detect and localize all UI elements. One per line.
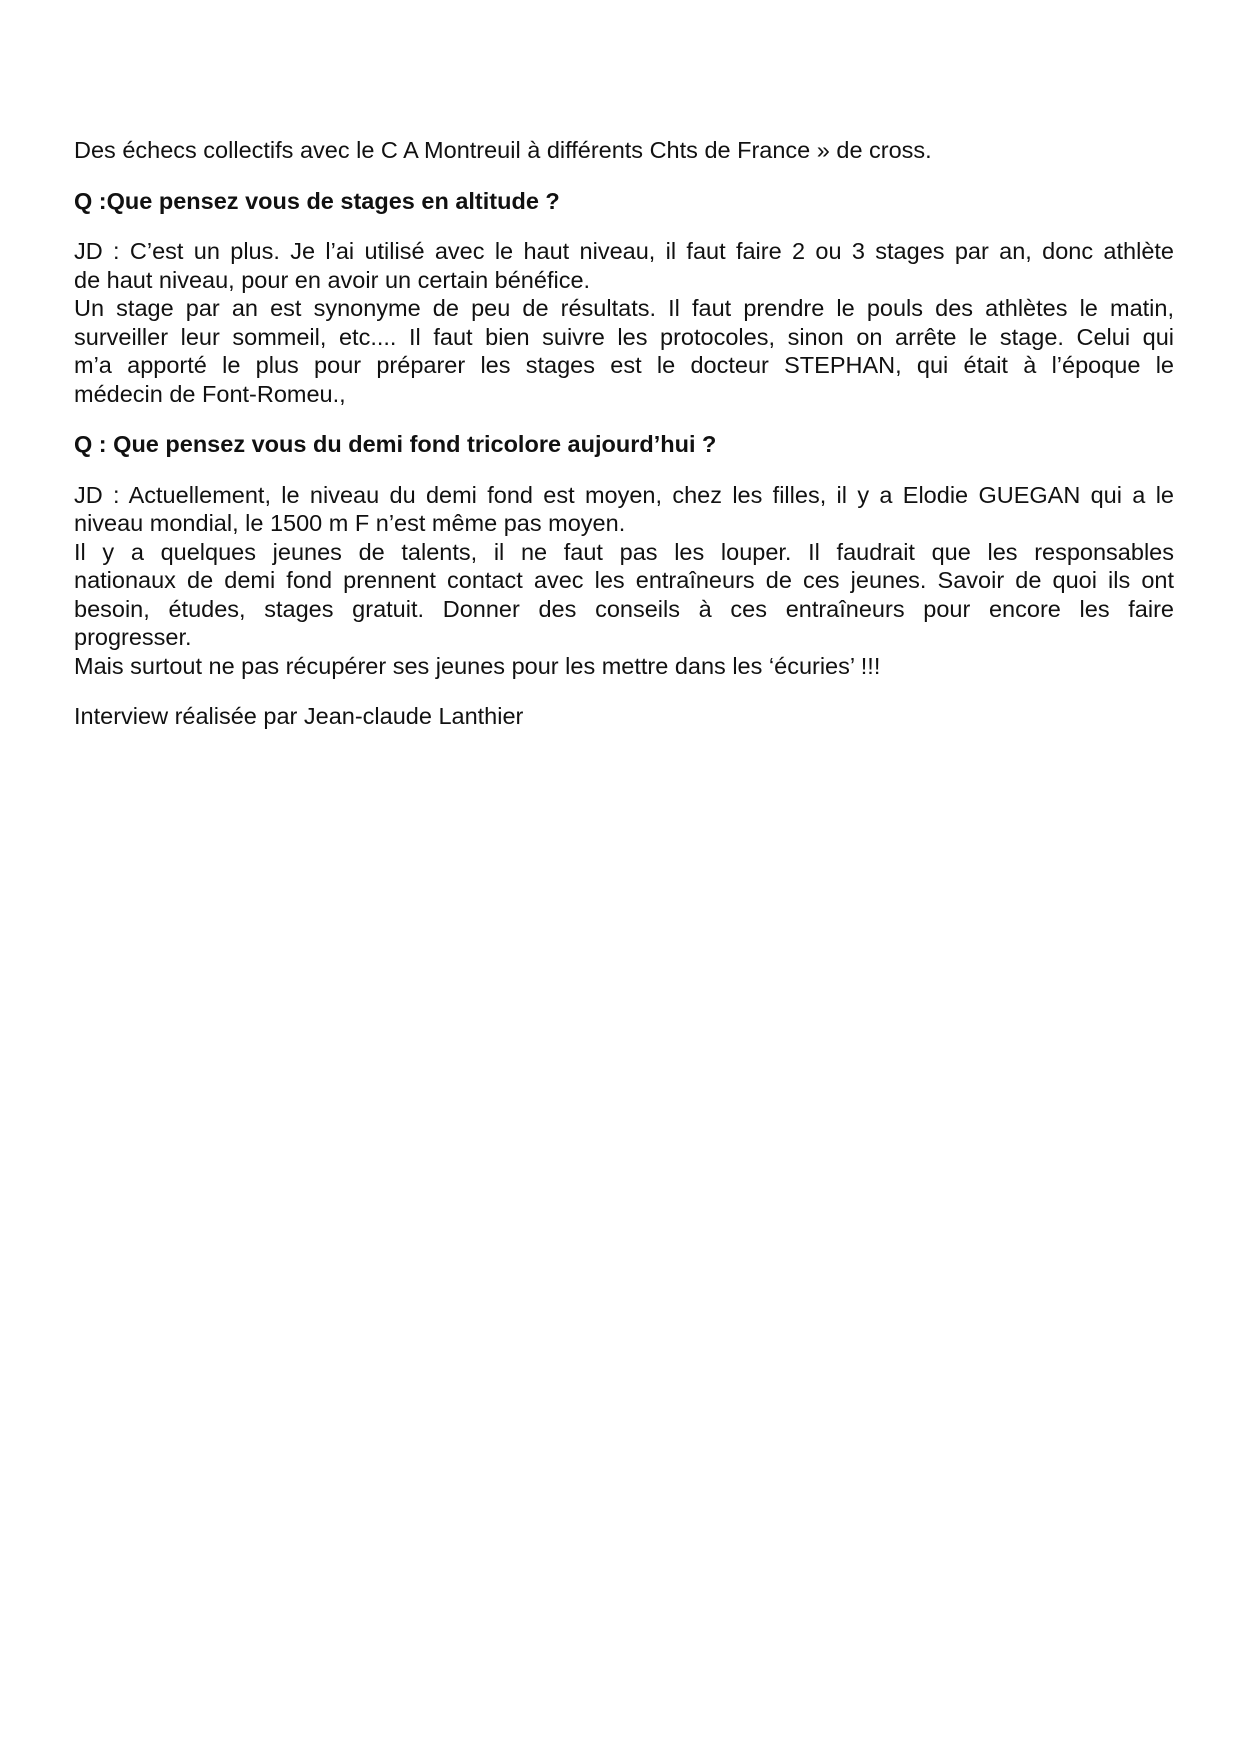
intro-text: Des échecs collectifs avec le C A Montreuil à différents Chts de France » de cross. — [74, 137, 932, 163]
answer-line: m’a apporté le plus pour préparer les stages est le docteur STEPHAN, qui était à l’époque le — [74, 352, 1174, 378]
answer-line: surveiller leur sommeil, etc.... Il faut bien suivre les protocoles, sinon on arrête le stage. Celui qui — [74, 323, 1174, 350]
answer-line: de haut niveau, pour en avoir un certain bénéfice. — [74, 266, 591, 293]
answer-line: Il y a quelques jeunes de talents, il ne faut pas les louper. Il faudrait que les responsables — [74, 538, 1174, 565]
answer-line: Mais surtout ne pas récupérer ses jeunes pour les mettre dans les ‘écuries’ !!! — [74, 652, 881, 679]
answer-line: médecin de Font-Romeu., — [74, 380, 346, 407]
document-page — [74, 136, 1174, 753]
intro-paragraph — [74, 136, 1174, 165]
answer-line: progresser. — [74, 624, 192, 650]
answer-line: JD : Actuellement, le niveau du demi fond est moyen, chez les filles, il y a Elodie GUEGAN qui a le — [74, 481, 1174, 508]
answer-altitude-stages — [74, 237, 1174, 408]
answer-line: Un stage par an est synonyme de peu de résultats. Il faut prendre le pouls des athlètes le matin, — [74, 295, 1174, 321]
interview-credit: Interview réalisée par Jean-claude Lanthier — [74, 703, 524, 729]
answer-line: nationaux de demi fond prennent contact avec les entraîneurs de ces jeunes. Savoir de quoi ils ont — [74, 567, 1174, 593]
question-altitude-stages: Q :Que pensez vous de stages en altitude ? — [74, 187, 560, 214]
credit-paragraph — [74, 702, 1174, 731]
answer-middle-distance-today — [74, 481, 1174, 681]
answer-line: besoin, études, stages gratuit. Donner des conseils à ces entraîneurs pour encore les faire — [74, 595, 1174, 622]
answer-line: JD : C’est un plus. Je l’ai utilisé avec le haut niveau, il faut faire 2 ou 3 stages par an, donc athlète — [74, 238, 1174, 264]
question-middle-distance-today: Q : Que pensez vous du demi fond tricolore aujourd’hui ? — [74, 431, 717, 457]
answer-line: niveau mondial, le 1500 m F n’est même pas moyen. — [74, 510, 626, 536]
